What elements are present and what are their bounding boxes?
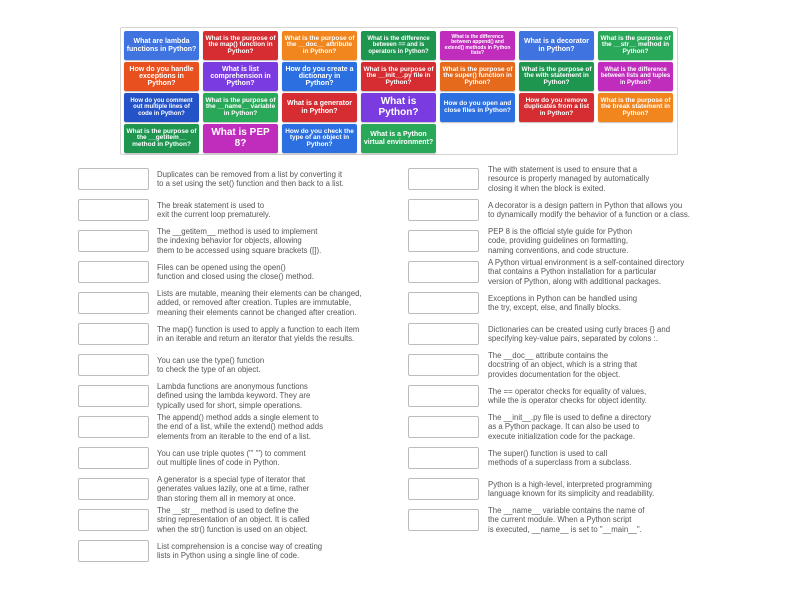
right-clue-text: The == operator checks for equality of values, while the is operator checks for object identity. — [488, 386, 647, 405]
answer-tile[interactable]: How do you open and close files in Python? — [440, 93, 515, 122]
right-clue-text: PEP 8 is the official style guide for Python code, providing guidelines on formatting, naming conventions, and code structure. — [488, 227, 633, 255]
answer-tile[interactable]: How do you handle exceptions in Python? — [124, 62, 199, 91]
right-drop-slot[interactable] — [408, 261, 479, 283]
left-clue-text: The append() method adds a single element to the end of a list, while the extend() method adds elements from an iterable to the end of a list. — [157, 413, 323, 441]
left-drop-slot[interactable] — [78, 478, 149, 500]
left-drop-slot[interactable] — [78, 509, 149, 531]
left-clue-text: The __getitem__ method is used to implement the indexing behavior for objects, allowing them to be accessed using square brackets ([]). — [157, 227, 322, 255]
right-clue-text: The __doc__ attribute contains the docstring of an object, which is a string that provides documentation for the object. — [488, 351, 638, 379]
right-clue-text: A Python virtual environment is a self-contained directory that contains a Python installation for a particular version of Python, along with additional packages. — [488, 258, 685, 286]
right-clue-text: Dictionaries can be created using curly braces {} and specifying key-value pairs, separated by colons :. — [488, 324, 671, 343]
answer-tile[interactable]: What is the purpose of the with statement in Python? — [519, 62, 594, 91]
left-drop-slot[interactable] — [78, 230, 149, 252]
right-drop-slot[interactable] — [408, 385, 479, 407]
answer-tile[interactable]: How do you remove duplicates from a list in Python? — [519, 93, 594, 122]
right-drop-slot[interactable] — [408, 230, 479, 252]
left-drop-slot[interactable] — [78, 416, 149, 438]
answer-tile[interactable]: What is list comprehension in Python? — [203, 62, 278, 91]
right-clue-text: The __init__.py file is used to define a directory as a Python package. It can also be used to execute initialization code for the package. — [488, 413, 651, 441]
right-drop-slot[interactable] — [408, 478, 479, 500]
answer-tile[interactable]: What is the purpose of the super() function in Python? — [440, 62, 515, 91]
answer-tile[interactable]: What is the purpose of the map() function in Python? — [203, 31, 278, 60]
answer-tile[interactable]: What is the purpose of the __str__ method in Python? — [598, 31, 673, 60]
answer-tile[interactable]: What is Python? — [361, 93, 436, 122]
answer-tile[interactable]: What is the purpose of the __getitem__ method in Python? — [124, 124, 199, 153]
left-drop-slot[interactable] — [78, 385, 149, 407]
right-drop-slot[interactable] — [408, 323, 479, 345]
answer-tile[interactable]: What is the difference between == and is operators in Python? — [361, 31, 436, 60]
left-clue-text: Lambda functions are anonymous functions defined using the lambda keyword. They are typically used for short, simple operations. — [157, 382, 311, 410]
right-clue-text: The __name__ variable contains the name of the current module. When a Python script is executed, __name__ is set to "__main__". — [488, 506, 645, 534]
left-drop-slot[interactable] — [78, 323, 149, 345]
right-clue-text: The super() function is used to call methods of a superclass from a subclass. — [488, 448, 632, 467]
right-drop-slot[interactable] — [408, 199, 479, 221]
left-clue-text: Files can be opened using the open() function and closed using the close() method. — [157, 262, 314, 281]
right-drop-slot[interactable] — [408, 416, 479, 438]
answer-tile[interactable]: What is the purpose of the break statement in Python? — [598, 93, 673, 122]
answer-tile[interactable]: What is the purpose of the __init__.py file in Python? — [361, 62, 436, 91]
answer-tile[interactable]: What is the purpose of the __doc__ attribute in Python? — [282, 31, 357, 60]
left-drop-slot[interactable] — [78, 354, 149, 376]
left-clue-text: List comprehension is a concise way of creating lists in Python using a single line of code. — [157, 541, 323, 560]
left-clue-text: Lists are mutable, meaning their elements can be changed, added, or removed after creation. Tuples are immutable, meaning their elements cannot be changed after creation. — [157, 289, 362, 317]
answer-tile[interactable]: How do you create a dictionary in Python? — [282, 62, 357, 91]
right-drop-slot[interactable] — [408, 168, 479, 190]
answer-tile[interactable]: How do you comment out multiple lines of code in Python? — [124, 93, 199, 122]
left-drop-slot[interactable] — [78, 199, 149, 221]
left-drop-slot[interactable] — [78, 261, 149, 283]
answer-tile[interactable]: What is a Python virtual environment? — [361, 124, 436, 153]
answer-tile[interactable]: What is PEP 8? — [203, 124, 278, 153]
answer-tile[interactable]: What is the difference between lists and tuples in Python? — [598, 62, 673, 91]
right-clue-text: Python is a high-level, interpreted programming language known for its simplicity and readability. — [488, 479, 655, 498]
right-drop-slot[interactable] — [408, 447, 479, 469]
left-clue-text: The __str__ method is used to define the string representation of an object. It is called when the str() function is used on an object. — [157, 506, 310, 534]
right-drop-slot[interactable] — [408, 509, 479, 531]
left-clue-text: The break statement is used to exit the current loop prematurely. — [157, 200, 271, 219]
answer-tile[interactable]: What is a decorator in Python? — [519, 31, 594, 60]
right-drop-slot[interactable] — [408, 354, 479, 376]
answer-tile[interactable]: What is a generator in Python? — [282, 93, 357, 122]
left-clue-text: A generator is a special type of iterator that generates values lazily, one at a time, rather than storing them all in memory at once. — [157, 475, 310, 503]
left-clue-text: You can use triple quotes (''' ''') to comment out multiple lines of code in Python. — [157, 448, 306, 467]
left-drop-slot[interactable] — [78, 292, 149, 314]
left-clue-text: The map() function is used to apply a function to each item in an iterable and return an iterator that yields the results. — [157, 324, 360, 343]
answer-tile[interactable]: What is the purpose of the __name__ variable in Python? — [203, 93, 278, 122]
left-drop-slot[interactable] — [78, 447, 149, 469]
left-clue-text: You can use the type() function to check the type of an object. — [157, 355, 265, 374]
right-clue-text: A decorator is a design pattern in Python that allows you to dynamically modify the behavior of a function or a class. — [488, 200, 690, 219]
left-drop-slot[interactable] — [78, 540, 149, 562]
answer-tile[interactable]: What are lambda functions in Python? — [124, 31, 199, 60]
left-drop-slot[interactable] — [78, 168, 149, 190]
left-clue-text: Duplicates can be removed from a list by converting it to a set using the set() function and then back to a list. — [157, 169, 344, 188]
right-clue-text: Exceptions in Python can be handled using the try, except, else, and finally blocks. — [488, 293, 638, 312]
right-clue-text: The with statement is used to ensure that a resource is properly managed by automatically closing it when the block is exited. — [488, 165, 650, 193]
answer-tile[interactable]: How do you check the type of an object in Python? — [282, 124, 357, 153]
answer-tile[interactable]: What is the difference between append() and extend() methods in Python lists? — [440, 31, 515, 60]
right-drop-slot[interactable] — [408, 292, 479, 314]
